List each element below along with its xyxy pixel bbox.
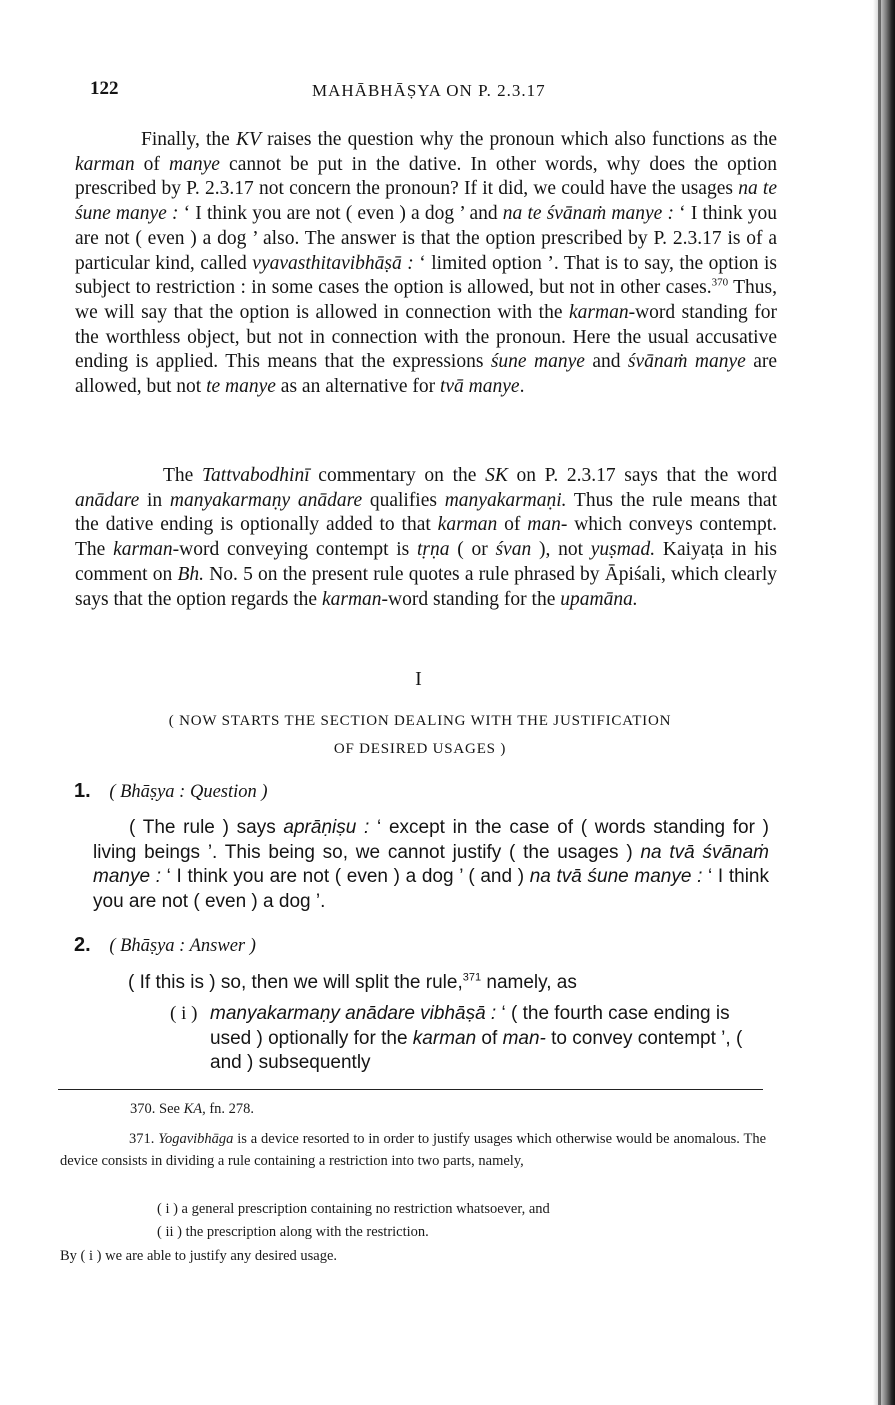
italic-term: na te śvānaṁ manye : (502, 203, 674, 225)
footnote-divider (58, 1089, 763, 1090)
italic-term: SK (485, 465, 508, 486)
item-1-heading (74, 780, 268, 803)
page-number: 122 (90, 78, 119, 99)
section-numeral: I (415, 668, 422, 690)
section-caption-line2: OF DESIRED USAGES ) (333, 741, 507, 757)
italic-term: Yogavibhāga (158, 1131, 234, 1147)
italic-term: KV (236, 129, 261, 150)
paragraph-finally: Finally, the KV raises the question why the pronoun which also functions as the karman of manye cannot be put in the dative. In other words, why does the option prescribed by P. 2.3.17 not concern the pronoun? If it did, we could have the usages na te śune manye : ‘ I think you are not ( even ) a dog ’ and na te śvānaṁ manye : ‘ I think you are not ( even ) a dog ’ also. The answer is that the option prescribed by P. 2.3.17 is of a particular kind, called vyavasthitavibhāṣā : ‘ limited option ’. That is to say, the option is subject to restriction : in some cases the option is allowed, but not in other cases.$^{370}$ Thus, we will say that the option is allowed in connection with the karman-word standing for the worthless object, but not in connection with the pronoun. Here the usual accusative ending is applied. This means that the expressions śune manye and śvānaṁ manye are allowed, but not te manye as an alternative for tvā manye. (75, 129, 778, 398)
footnote-371-conclusion: By ( i ) we are able to justify any desired usage. (60, 1248, 338, 1264)
footnote-371-part-ii: ( ii ) the prescription along with the restriction. (157, 1224, 429, 1240)
italic-term: Tattvabodhinī (201, 465, 310, 486)
scan-binding-line (878, 0, 881, 1405)
page-header (90, 78, 780, 108)
item-2-split-line: ( If this is ) so, then we will split the rule,$^{371}$ namely, as (128, 971, 577, 993)
item-1-body: ( The rule ) says aprāṇiṣu : ‘ except in the case of ( words standing for ) living beings ’. This being so, we cannot justify ( the usages ) na tvā śvānaṁ manye : ‘ I think you are not ( even ) a dog ’ ( and ) na tvā śune manye : ‘ I think you are not ( even ) a dog ’. (93, 817, 769, 913)
footnote-370: 370. See KA, fn. 278. (130, 1101, 255, 1117)
italic-term: śvānaṁ manye (627, 351, 746, 373)
italic-term: anādare (75, 489, 140, 511)
italic-term: karman (412, 1027, 477, 1049)
italic-term: man- (502, 1027, 546, 1049)
italic-term: karman (569, 301, 629, 323)
italic-term: śvan (495, 539, 532, 561)
italic-term: manyakarmaṇi. (444, 489, 567, 511)
italic-term: KA, (183, 1101, 206, 1117)
italic-term: karman (437, 514, 498, 536)
section-caption-line1: ( NOW STARTS THE SECTION DEALING WITH THE JUSTIFICATION (168, 713, 672, 729)
italic-term: tṛṇa (416, 539, 450, 561)
italic-term: tvā manye (439, 376, 520, 398)
italic-term: karman (321, 588, 382, 610)
item-2-label: ( Bhāṣya : Answer ) (109, 936, 256, 956)
italic-term: na tvā śune manye : (529, 866, 703, 888)
item-2-number: 2. (74, 934, 91, 956)
item-2-heading (74, 934, 256, 957)
italic-term: te manye (206, 376, 276, 398)
paragraph-tattvabodhini: The Tattvabodhinī commentary on the SK on P. 2.3.17 says that the word anādare in manyakarmaṇy anādare qualifies manyakarmaṇi. Thus the rule means that the dative ending is optionally added to that karman of man- which conveys contempt. The karman-word conveying contempt is tṛṇa ( or śvan ), not yuṣmad. Kaiyaṭa in his comment on Bh. No. 5 on the present rule quotes a rule phrased by Āpiśali, which clearly says that the option regards the karman-word standing for the upamāna. (75, 465, 777, 610)
italic-term: Bh. (177, 563, 204, 585)
italic-term: manye (169, 153, 220, 175)
italic-term: manyakarmaṇy anādare vibhāṣā : (210, 1003, 497, 1024)
italic-term: vyavasthitavibhāṣā : (252, 252, 414, 274)
subitem-marker: ( i ) (170, 1003, 198, 1024)
footnote-371-part-i: ( i ) a general prescription containing no restriction whatsoever, and (157, 1201, 550, 1217)
italic-term: man- (527, 514, 568, 536)
subitem-text: manyakarmaṇy anādare vibhāṣā : ‘ ( the fourth case ending is used ) optionally for the karman of man- to convey contempt ’, ( and ) subsequently (210, 1003, 743, 1073)
item-1-number: 1. (74, 780, 91, 802)
italic-term: yuṣmad. (590, 539, 656, 561)
italic-term: aprāṇiṣu : (283, 817, 370, 838)
footnote-ref: 371 (462, 971, 482, 984)
italic-term: karman (75, 153, 135, 175)
italic-term: na te śune manye : (75, 178, 777, 225)
italic-term: manyakarmaṇy anādare (169, 489, 363, 511)
running-head: MAHĀBHĀṢYA ON P. 2.3.17 (312, 81, 546, 100)
italic-term: upamāna. (560, 588, 638, 610)
italic-term: śune manye (490, 351, 585, 373)
italic-term: na tvā śvānaṁ manye : (93, 841, 769, 888)
item-1-label: ( Bhāṣya : Question ) (109, 782, 268, 802)
footnote-371: 371. Yogavibhāga is a device resorted to in order to justify usages which otherwise would be anomalous. The device consists in dividing a rule containing a restriction into two parts, namely, (60, 1131, 767, 1169)
italic-term: karman (113, 539, 173, 561)
item-2-subitem-i (170, 1002, 768, 1076)
footnote-ref: 370 (711, 276, 729, 289)
scan-binding-edge (873, 0, 895, 1405)
